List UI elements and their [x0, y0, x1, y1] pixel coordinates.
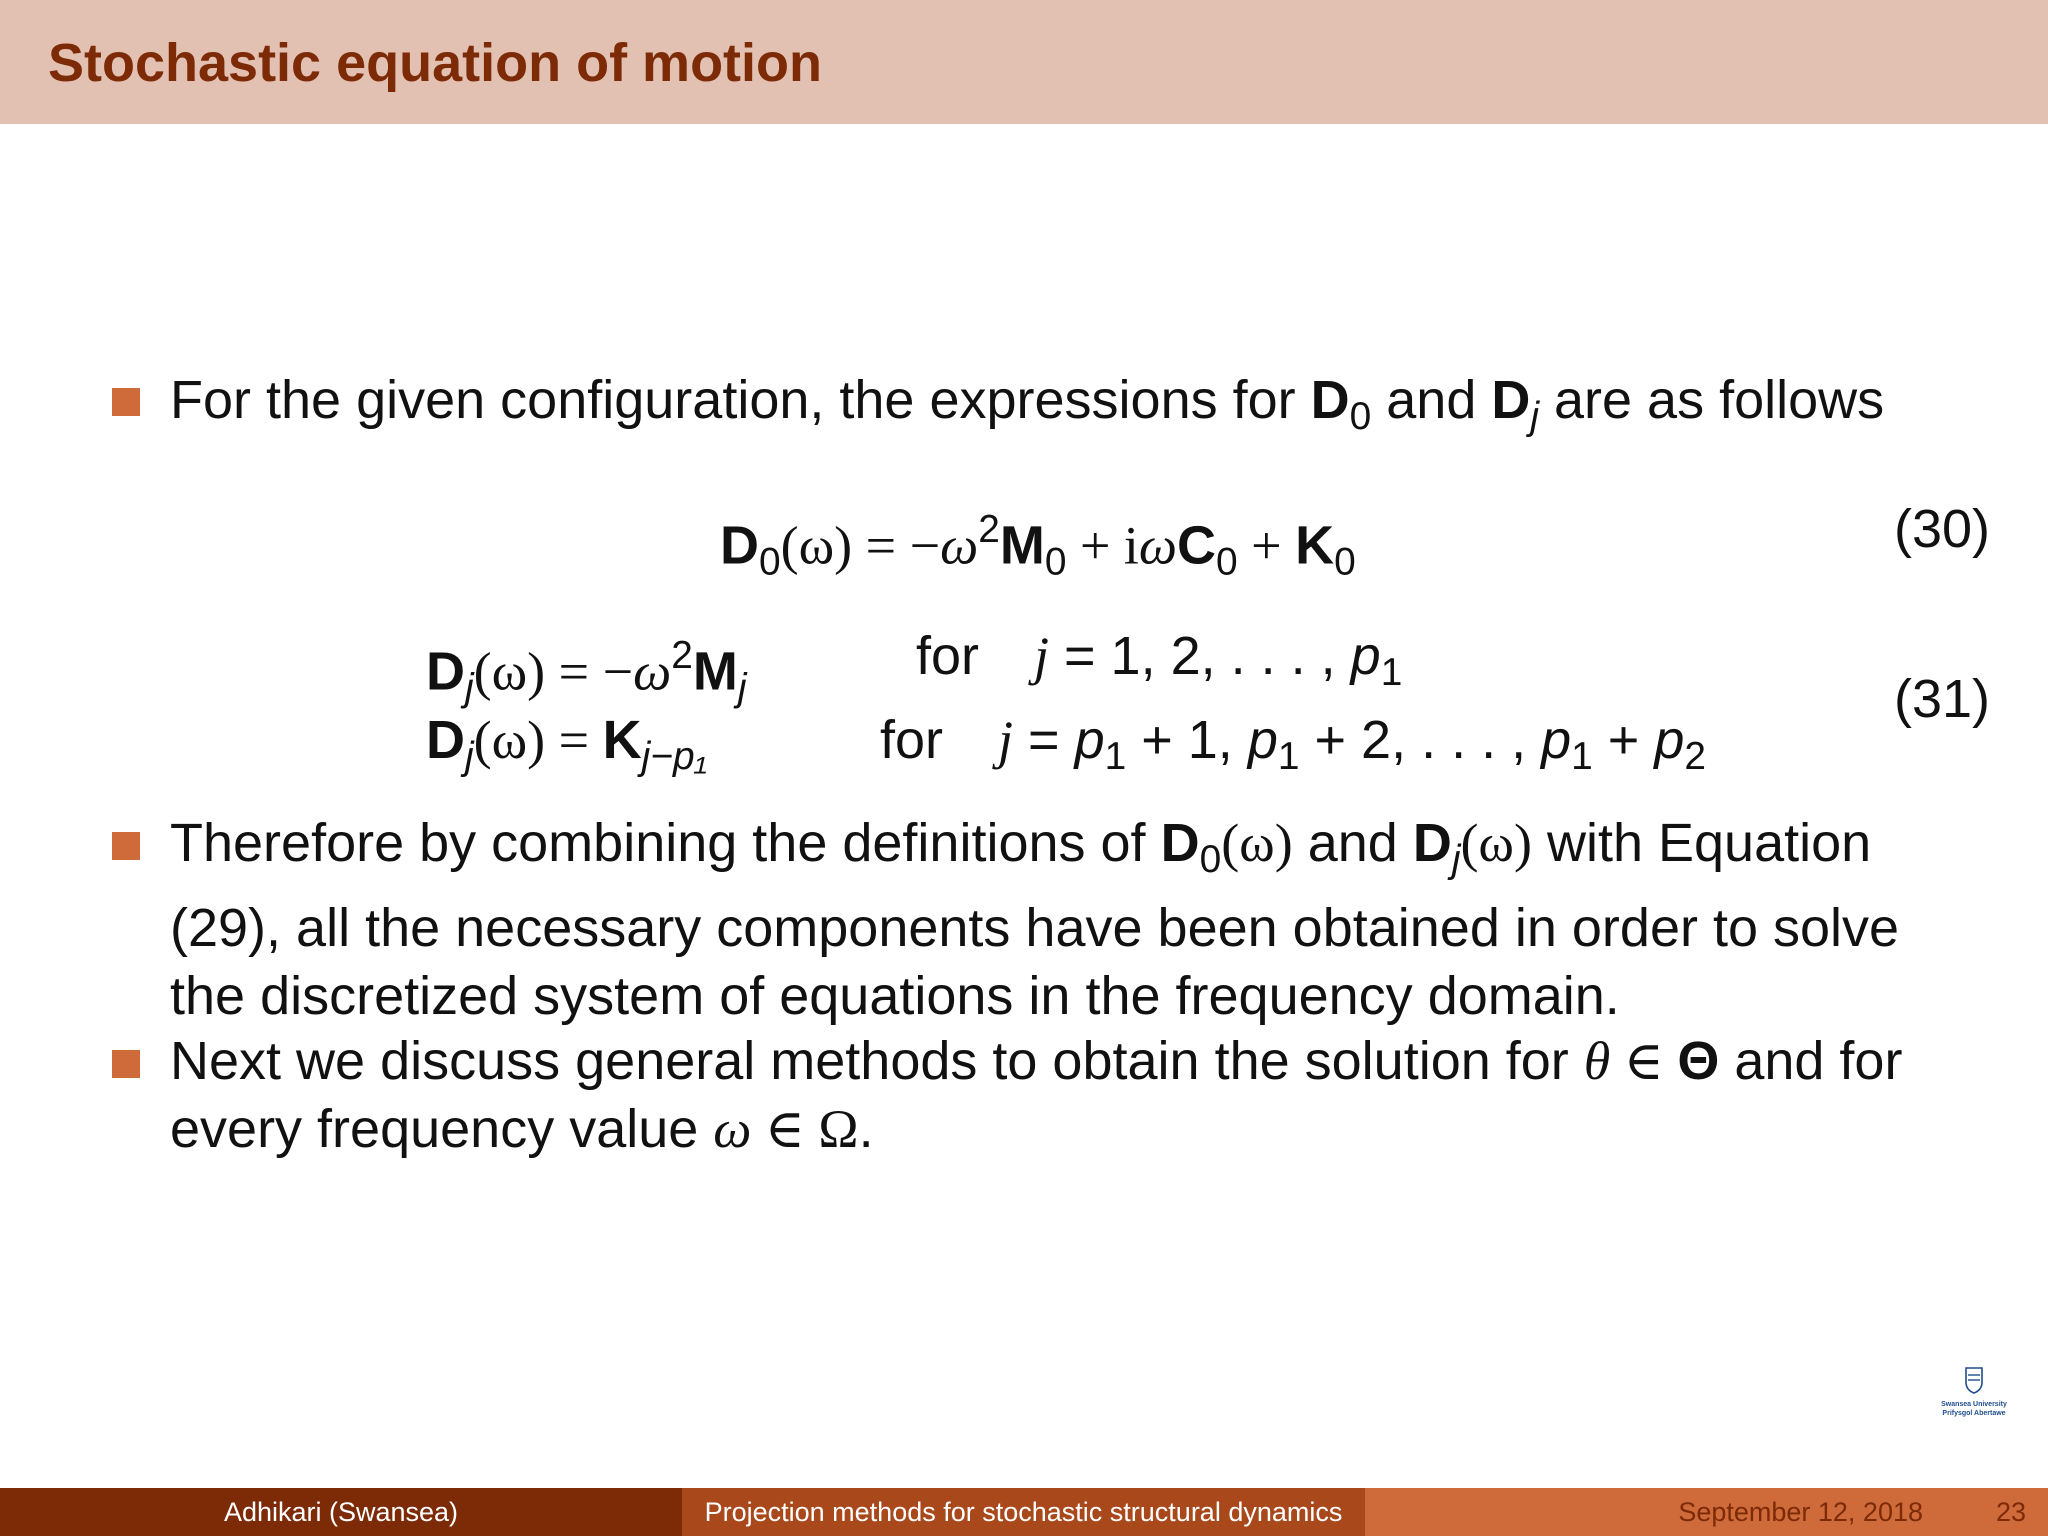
logo-line-2: Prifysgol Abertawe: [1942, 1410, 2006, 1417]
bullet-1-text: For the given configuration, the expressions for $D_0$ and $D_j$ are as follows: [170, 370, 1885, 438]
equation-number-31: (31): [1893, 669, 1990, 729]
university-logo: [1932, 1366, 2016, 1426]
equation-number-30: (30): [1893, 499, 1990, 559]
equation-31-row-1-condition: j = 1, 2, . . . , $p_1$: [1034, 626, 1403, 694]
header-bar: [0, 0, 2048, 124]
bullet-marker: [112, 832, 140, 860]
equation-31-row-1-for: for: [916, 626, 980, 686]
bullet-marker: [112, 1050, 140, 1078]
footer-date: September 12, 2018: [1678, 1497, 1923, 1527]
bullet-marker: [112, 388, 140, 416]
footer-right: [1365, 1488, 2048, 1536]
equation-31-row-2-condition: $j = p_1 + 1$, $p_1 + 2$, . . . , $p_1 + p_2$: [998, 710, 1706, 778]
footer-author: Adhikari (Swansea): [0, 1488, 682, 1536]
bullet-3-text: [170, 1027, 1902, 1163]
bullet-3-line-2: every frequency value ω ∈ Ω.: [170, 1099, 874, 1159]
equation-31-row-2-for: for: [880, 710, 944, 770]
footer-page-number: 23: [1995, 1497, 2026, 1527]
bullet-2-line-3: the discretized system of equations in the frequency domain.: [170, 965, 1620, 1026]
logo-line-1: Swansea University: [1941, 1401, 2007, 1408]
footer-talk-title: Projection methods for stochastic structural dynamics: [682, 1488, 1365, 1536]
university-crest-icon: [1932, 1366, 2016, 1426]
slide-title: Stochastic equation of motion: [48, 33, 823, 93]
equation-31-row-1: $D_j(\omega) = -\omega^2M_j$: [426, 634, 747, 710]
bullet-2-line-1: Therefore by combining the definitions of $D_0(\omega)$ and $D_j(\omega)$ with Equation: [170, 813, 1872, 881]
bullet-2-text: [170, 809, 1899, 1030]
equation-30: $D_0(\omega) = -\omega^2M_0 + i\omega C_0 + K_0$: [720, 508, 1356, 584]
equation-31-row-2: $D_j(\omega) = K_{j-p_1}$: [426, 710, 707, 778]
bullet-2-line-2: (29), all the necessary components have been obtained in order to solve: [170, 897, 1900, 958]
bullet-3-line-1: Next we discuss general methods to obtain the solution for θ ∈ Θ and for: [170, 1031, 1903, 1091]
footer-bar: [0, 1488, 2048, 1536]
